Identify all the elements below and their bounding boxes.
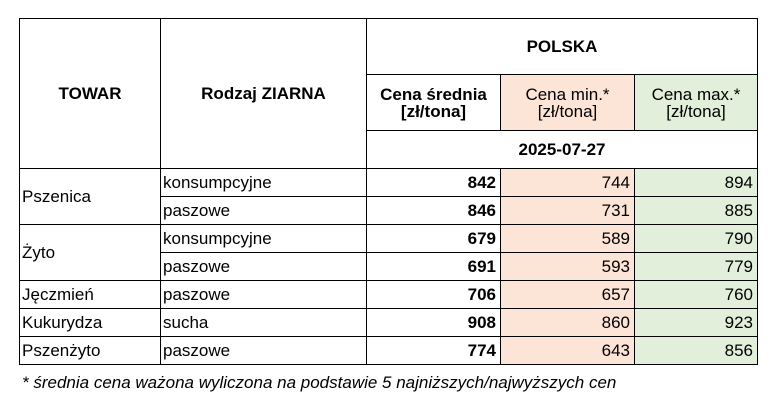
- avg-price-label: Cena średnia: [380, 84, 487, 104]
- avg-price-value: 846: [367, 197, 501, 225]
- grain-type: paszowe: [161, 281, 367, 309]
- price-table: [19, 18, 758, 365]
- min-price-label: Cena min.*: [525, 84, 610, 104]
- min-price-value: 589: [501, 225, 635, 253]
- max-price-value: 885: [635, 197, 758, 225]
- commodity-name: Pszenica: [20, 169, 161, 225]
- avg-price-value: 679: [367, 225, 501, 253]
- min-price-value: 643: [501, 337, 635, 365]
- min-price-value: 731: [501, 197, 635, 225]
- grain-type: konsumpcyjne: [161, 225, 367, 253]
- max-price-unit: [zł/tona]: [666, 101, 726, 121]
- min-price-value: 744: [501, 169, 635, 197]
- header-rodzaj-ziarna: Rodzaj ZIARNA: [161, 19, 367, 169]
- max-price-value: 856: [635, 337, 758, 365]
- min-price-value: 860: [501, 309, 635, 337]
- max-price-value: 923: [635, 309, 758, 337]
- header-avg-price: [367, 75, 501, 131]
- header-max-price: [635, 75, 758, 131]
- max-price-value: 760: [635, 281, 758, 309]
- grain-type: paszowe: [161, 197, 367, 225]
- grain-type: sucha: [161, 309, 367, 337]
- min-price-value: 593: [501, 253, 635, 281]
- avg-price-unit: [zł/tona]: [400, 101, 467, 121]
- grain-type: konsumpcyjne: [161, 169, 367, 197]
- header-country: POLSKA: [367, 19, 758, 75]
- commodity-name: Żyto: [20, 225, 161, 281]
- max-price-value: 894: [635, 169, 758, 197]
- avg-price-value: 774: [367, 337, 501, 365]
- commodity-name: Pszenżyto: [20, 337, 161, 365]
- max-price-value: 779: [635, 253, 758, 281]
- avg-price-value: 908: [367, 309, 501, 337]
- avg-price-value: 691: [367, 253, 501, 281]
- max-price-value: 790: [635, 225, 758, 253]
- commodity-name: Kukurydza: [20, 309, 161, 337]
- grain-type: paszowe: [161, 337, 367, 365]
- footnote: * średnia cena ważona wyliczona na podstawie 5 najniższych/najwyższych cen: [22, 373, 617, 392]
- price-date: 2025-07-27: [367, 131, 758, 169]
- header-min-price: [501, 75, 635, 131]
- grain-type: paszowe: [161, 253, 367, 281]
- max-price-label: Cena max.*: [651, 84, 741, 104]
- avg-price-value: 706: [367, 281, 501, 309]
- min-price-value: 657: [501, 281, 635, 309]
- min-price-unit: [zł/tona]: [537, 101, 598, 121]
- commodity-name: Jęczmień: [20, 281, 161, 309]
- header-towar: TOWAR: [20, 19, 161, 169]
- avg-price-value: 842: [367, 169, 501, 197]
